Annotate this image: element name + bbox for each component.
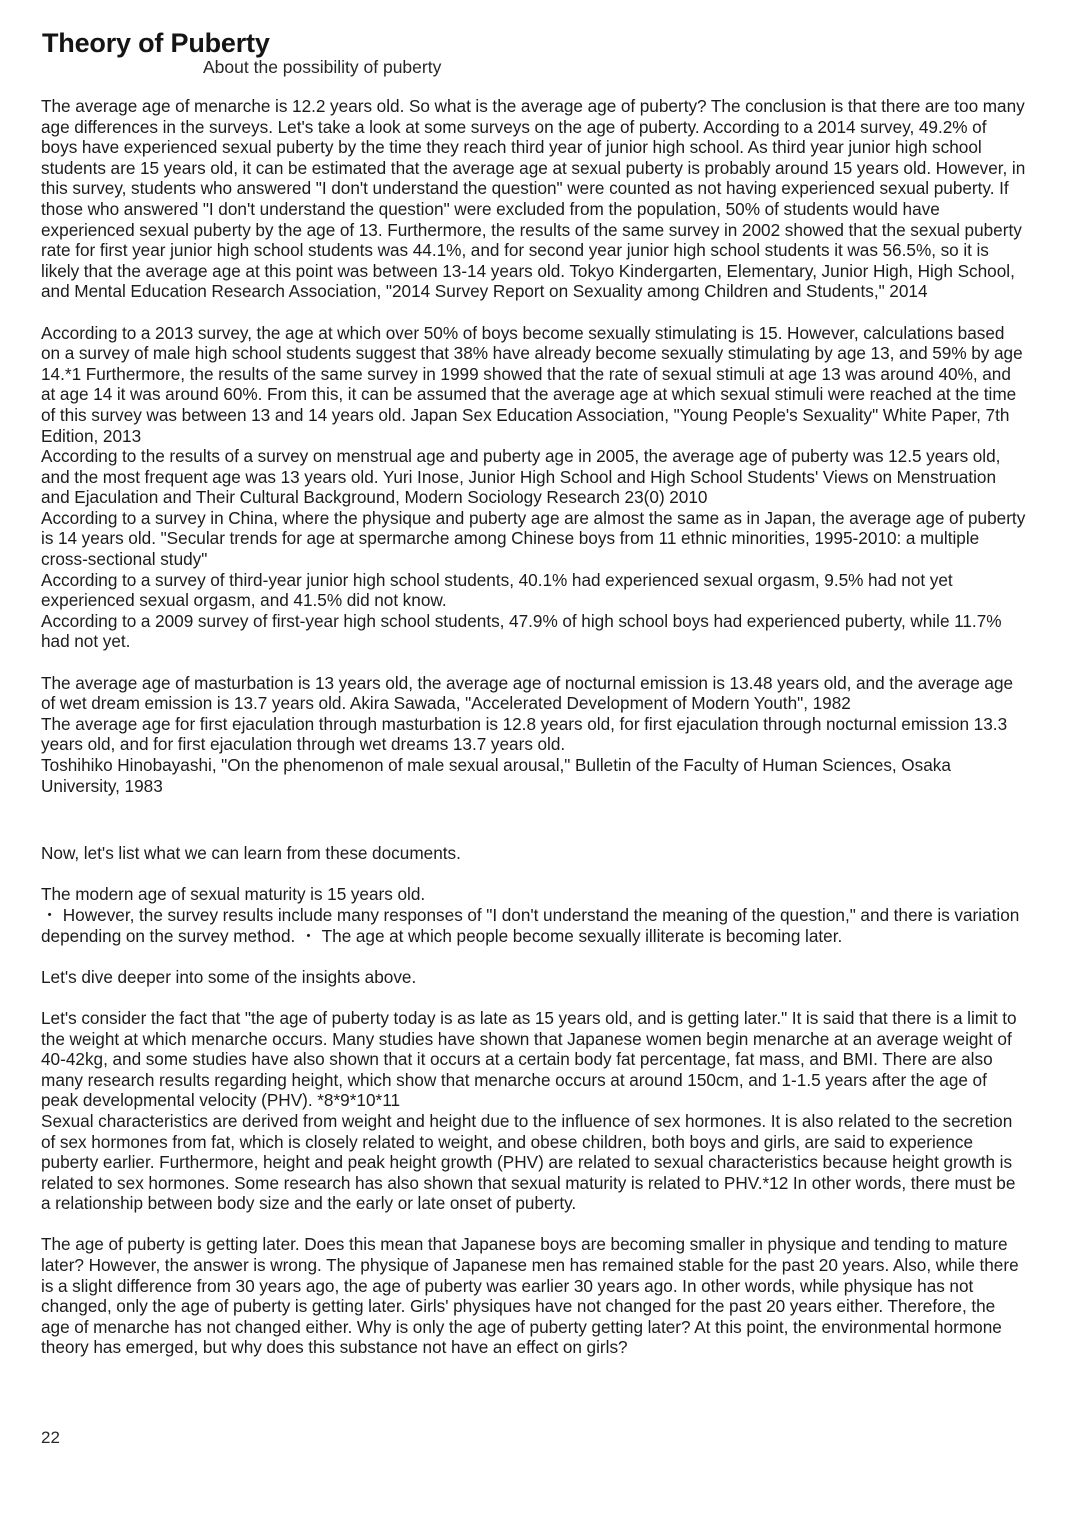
- body-paragraph: Sexual characteristics are derived from weight and height due to the influence of sex hormones. It is also related to the secretion of sex hormones from fat, which is closely related to weight, and obese children, both boys and girls, are said to experience puberty earlier. Furthermore, height and peak height growth (PHV) are related to sexual characteristics because height growth is related to sex hormones. Some research has also shown that sexual maturity is related to PHV.*12 In other words, there must be a relationship between body size and the early or late onset of puberty.: [41, 1110, 1016, 1214]
- body-paragraph: The average age for first ejaculation through masturbation is 12.8 years old, for first ejaculation through nocturnal emission 13.3 years old, and for first ejaculation through wet dreams 13.7 years old.: [41, 713, 1008, 755]
- body-paragraph: According to a survey in China, where the physique and puberty age are almost the same as in Japan, the average age of puberty is 14 years old. "Secular trends for age at spermarche among Chinese boys from 11 ethnic minorities, 1995-2010: a multiple cross-sectional study": [41, 507, 1026, 570]
- body-paragraph: Let's dive deeper into some of the insights above.: [41, 966, 417, 987]
- body-paragraph: According to a 2009 survey of first-year high school students, 47.9% of high school boys had experienced puberty, while 11.7% had not yet.: [41, 610, 1002, 652]
- page-title: Theory of Puberty: [42, 28, 270, 58]
- body-paragraph: Now, let's list what we can learn from these documents.: [41, 843, 461, 864]
- document-body: [41, 96, 1027, 1358]
- page-number: 22: [41, 1428, 60, 1447]
- body-paragraph: Toshihiko Hinobayashi, "On the phenomenon of male sexual arousal," Bulletin of the Faculty of Human Sciences, Osaka University, 1983: [41, 755, 951, 796]
- body-paragraph: Let's consider the fact that "the age of puberty today is as late as 15 years old, and is getting later." It is said that there is a limit to the weight at which menarche occurs. Many studies have shown that Japanese women begin menarche at an average weight of 40-42kg, and some studies have also shown that it occurs at a certain body fat percentage, fat mass, and BMI. There are also many research results regarding height, which show that menarche occurs at around 150cm, and 1-1.5 years after the age of peak developmental velocity (PHV). *8*9*10*11: [41, 1007, 1017, 1111]
- body-paragraph: According to a 2013 survey, the age at which over 50% of boys become sexually stimulating is 15. However, calculations based on a survey of male high school students suggest that 38% have already become sexually stimulating by age 13, and 59% by age 14.*1 Furthermore, the results of the same survey in 1999 showed that the rate of sexual stimuli at age 13 was around 40%, and at age 14 it was around 60%. From this, it can be assumed that the average age at which sexual stimuli were reached at the time of this survey was between 13 and 14 years old. Japan Sex Education Association, "Young People's Sexuality" White Paper, 7th Edition, 2013: [41, 322, 1023, 446]
- body-paragraph: The age of puberty is getting later. Does this mean that Japanese boys are becoming smaller in physique and tending to mature later? However, the answer is wrong. The physique of Japanese men has remained stable for the past 20 years. Also, while there is a slight difference from 30 years ago, the age of puberty was earlier 30 years ago. In other words, while physique has not changed, only the age of puberty is getting later. Girls' physiques have not changed for the past 20 years either. Therefore, the age of menarche has not changed either. Why is only the age of puberty getting later? At this point, the environmental hormone theory has emerged, but why does this substance not have an effect on girls?: [41, 1234, 1019, 1358]
- bullet-list-paragraph: ・ However, the survey results include many responses of "I don't understand the meaning of the question," and there is variation depending on the survey method. ・ The age at which people become sexually illiterate is becoming later.: [41, 904, 1020, 946]
- body-paragraph: According to the results of a survey on menstrual age and puberty age in 2005, the average age of puberty was 12.5 years old, and the most frequent age was 13 years old. Yuri Inose, Junior High School and High School Students' Views on Menstruation and Ejaculation and Their Cultural Background, Modern Sociology Research 23(0) 2010: [41, 446, 1001, 508]
- body-paragraph: The modern age of sexual maturity is 15 years old.: [41, 884, 426, 905]
- body-paragraph: The average age of masturbation is 13 years old, the average age of nocturnal emission is 13.48 years old, and the average age of wet dream emission is 13.7 years old. Akira Sawada, "Accelerated Development of Modern Youth", 1982: [41, 672, 1014, 714]
- body-paragraph: The average age of menarche is 12.2 years old. So what is the average age of puberty? The conclusion is that there are too many age differences in the surveys. Let's take a look at some surveys on the age of puberty. According to a 2014 survey, 49.2% of boys have experienced sexual puberty by the time they reach third year of junior high school. As third year junior high school students are 15 years old, it can be estimated that the average age at sexual puberty is probably around 15 years old. However, in this survey, students who answered "I don't understand the question" were counted as not having experienced sexual puberty. If those who answered "I don't understand the question" were excluded from the population, 50% of students would have experienced sexual puberty by the age of 13. Furthermore, the results of the same survey in 2002 showed that the sexual puberty rate for first year junior high school students was 44.1%, and for second year junior high school students it was 56.5%, so it is likely that the average age at this point was between 13-14 years old. Tokyo Kindergarten, Elementary, Junior High, High School, and Mental Education Research Association, "2014 Survey Report on Sexuality among Children and Students," 2014: [41, 96, 1026, 302]
- page-subtitle: About the possibility of puberty: [203, 57, 442, 77]
- body-paragraph: According to a survey of third-year junior high school students, 40.1% had experienced sexual orgasm, 9.5% had not yet experienced sexual orgasm, and 41.5% did not know.: [41, 569, 953, 611]
